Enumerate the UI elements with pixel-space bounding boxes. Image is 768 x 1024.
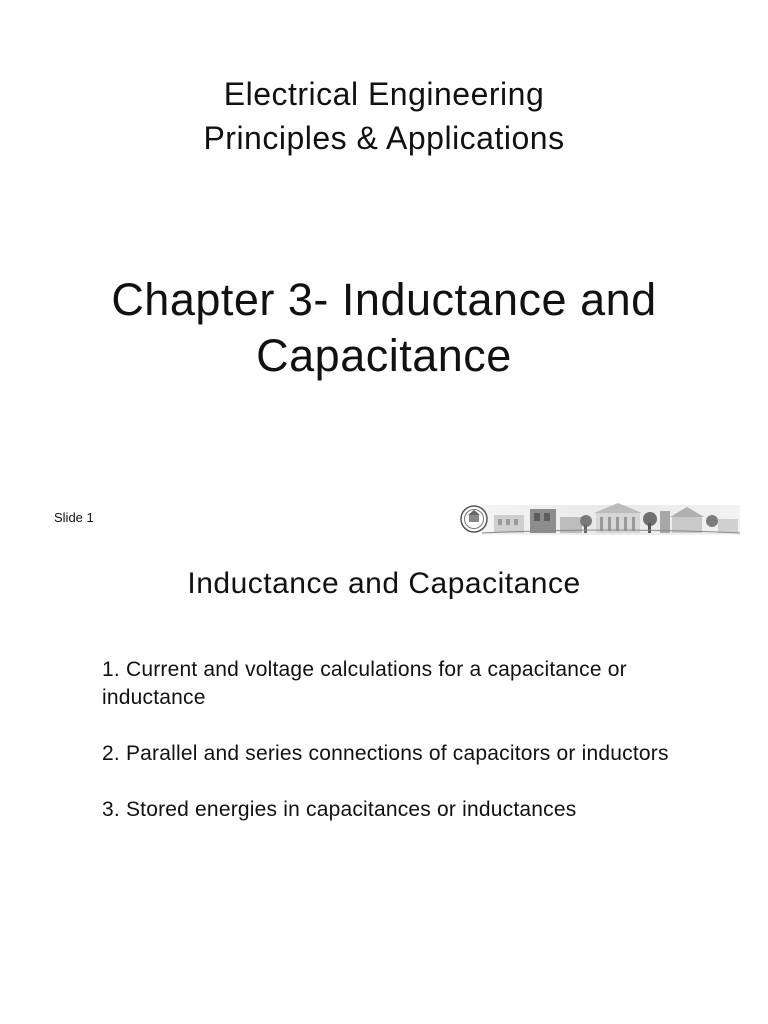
chapter-title-line-1: Chapter 3- Inductance and bbox=[111, 274, 657, 325]
university-campus-banner-icon bbox=[460, 497, 740, 537]
chapter-title bbox=[0, 272, 768, 384]
slide-number: Slide 1 bbox=[54, 510, 94, 525]
list-item: 1. Current and voltage calculations for a capacitance or inductance bbox=[102, 658, 627, 709]
book-title-line-1: Electrical Engineering bbox=[223, 76, 545, 112]
list-item: 2. Parallel and series connections of capacitors or inductors bbox=[102, 742, 669, 765]
book-title bbox=[0, 72, 768, 160]
chapter-title-line-2: Capacitance bbox=[256, 330, 512, 381]
slide-2 bbox=[0, 540, 768, 1024]
topic-list bbox=[102, 656, 702, 852]
list-item: 3. Stored energies in capacitances or inductances bbox=[102, 798, 577, 821]
slide-2-title: Inductance and Capacitance bbox=[187, 567, 581, 600]
book-title-line-2: Principles & Applications bbox=[203, 120, 565, 156]
